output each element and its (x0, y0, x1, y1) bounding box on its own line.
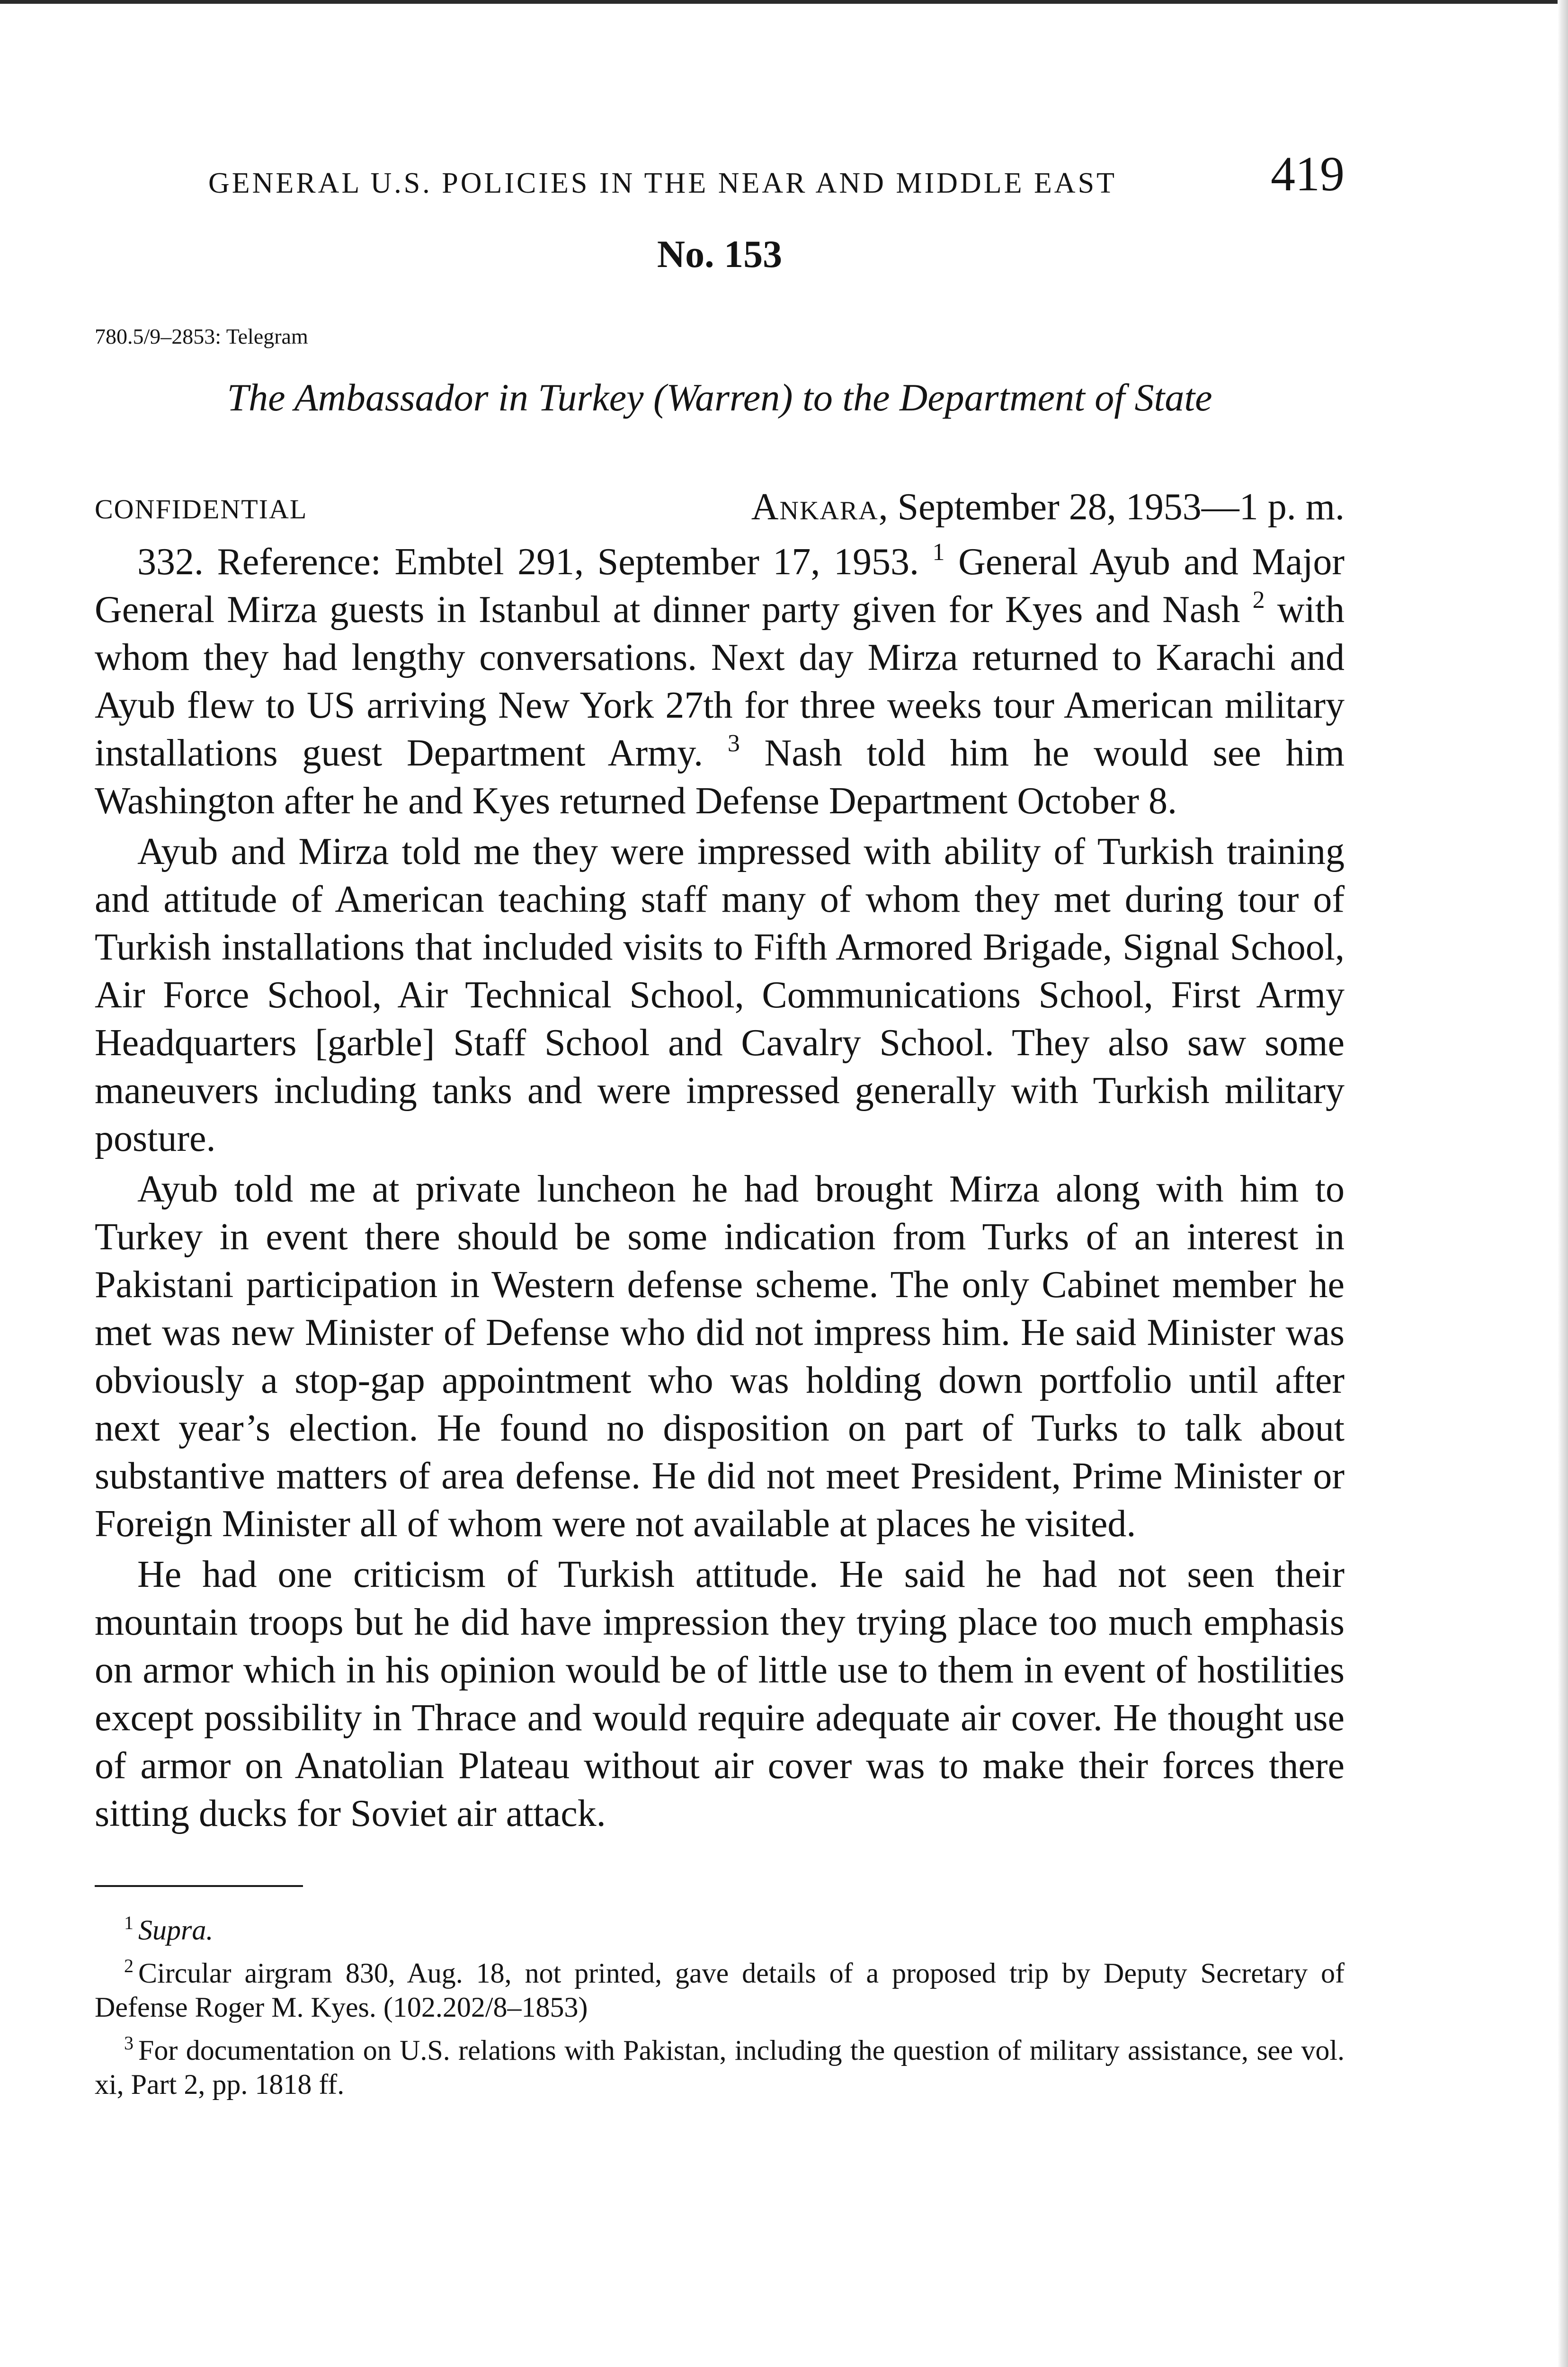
page-edge-shadow (1558, 0, 1568, 2367)
footnote-marker: 2 (124, 1955, 134, 1976)
footnote-divider (95, 1885, 303, 1887)
classification-label: CONFIDENTIAL (95, 494, 308, 525)
footnote-text: For documentation on U.S. relations with Pakistan, including the question of military assistance, see vol. xi, Part 2, pp. 1818 ff. (95, 2035, 1345, 2100)
footnote-text: Circular airgram 830, Aug. 18, not printed, gave details of a proposed trip by Deputy Secretary of Defense Roger M. Kyes. (102.202/8–1853) (95, 1958, 1345, 2023)
document-heading: The Ambassador in Turkey (Warren) to the Department of State (227, 376, 1212, 419)
footnote-3 (95, 2026, 1345, 2101)
file-reference: 780.5/9–2853: Telegram (95, 324, 308, 348)
footnote-marker: 3 (124, 2032, 134, 2054)
place: Ankara (751, 486, 879, 528)
paragraph-1-text-b: General Ayub and Major General Mirza guests in Istanbul at dinner party given for Kyes and Nash (95, 541, 1345, 631)
footnotes (95, 1906, 1345, 2101)
date: , September 28, 1953—1 p. m. (878, 486, 1345, 528)
place-and-date (751, 486, 1345, 529)
paragraph-1-text-c: with whom they had lengthy conversations. Next day Mirza returned to Karachi and Ayub flew to US arriving New York 27th for three weeks tour American military installations guest Department Army. (95, 589, 1345, 774)
footnote-ref-2[interactable]: 2 (1252, 587, 1265, 614)
paragraph-1-text-d: Nash told him he would see him Washington after he and Kyes returned Defense Department October 8. (95, 732, 1345, 822)
footnote-ref-1[interactable]: 1 (932, 539, 945, 566)
paragraph-2: Ayub and Mirza told me they were impressed with ability of Turkish training and attitude of American teaching staff many of whom they met during tour of Turkish installations that included visits to Fifth Armored Brigade, Signal School, Air Force School, Air Technical School, Communications School, First Army Headquarters [garble] Staff School and Cavalry School. They also saw some maneuvers including tanks and were impressed generally with Turkish military posture. (95, 831, 1345, 1159)
dateline (95, 472, 1345, 529)
paragraph-1-text-a: 332. Reference: Embtel 291, September 17, 1953. (137, 541, 919, 583)
footnote-text: Supra. (138, 1914, 214, 1946)
document-page (95, 142, 1345, 2103)
footnote-1 (95, 1906, 1345, 1947)
paragraph-1 (95, 538, 1345, 825)
top-border (0, 0, 1568, 4)
running-title: GENERAL U.S. POLICIES IN THE NEAR AND MIDDLE EAST (208, 167, 1117, 199)
paragraph-3: Ayub told me at private luncheon he had brought Mirza along with him to Turkey in event there should be some indication from Turks of an interest in Pakistani participation in Western defense scheme. The only Cabinet member he met was new Minister of Defense who did not impress him. He said Minister was obviously a stop-gap appointment who was holding down portfolio until after next year’s election. He found no disposition on part of Turks to talk about substantive matters of area defense. He did not meet President, Prime Minister or Foreign Minister all of whom were not available at places he visited. (95, 1168, 1345, 1545)
document-number: No. 153 (657, 232, 783, 276)
footnote-marker: 1 (124, 1912, 134, 1933)
footnote-ref-3[interactable]: 3 (727, 730, 740, 757)
running-header (95, 142, 1345, 213)
page-number: 419 (1271, 147, 1345, 201)
footnote-2 (95, 1949, 1345, 2024)
paragraph-4: He had one criticism of Turkish attitude. He said he had not seen their mountain troops but he did have impression they trying place too much emphasis on armor which in his opinion would be of little use to them in event of hostilities except possibility in Thrace and would require adequate air cover. He thought use of armor on Anatolian Plateau without air cover was to make their forces there sitting ducks for Soviet air attack. (95, 1554, 1345, 1834)
